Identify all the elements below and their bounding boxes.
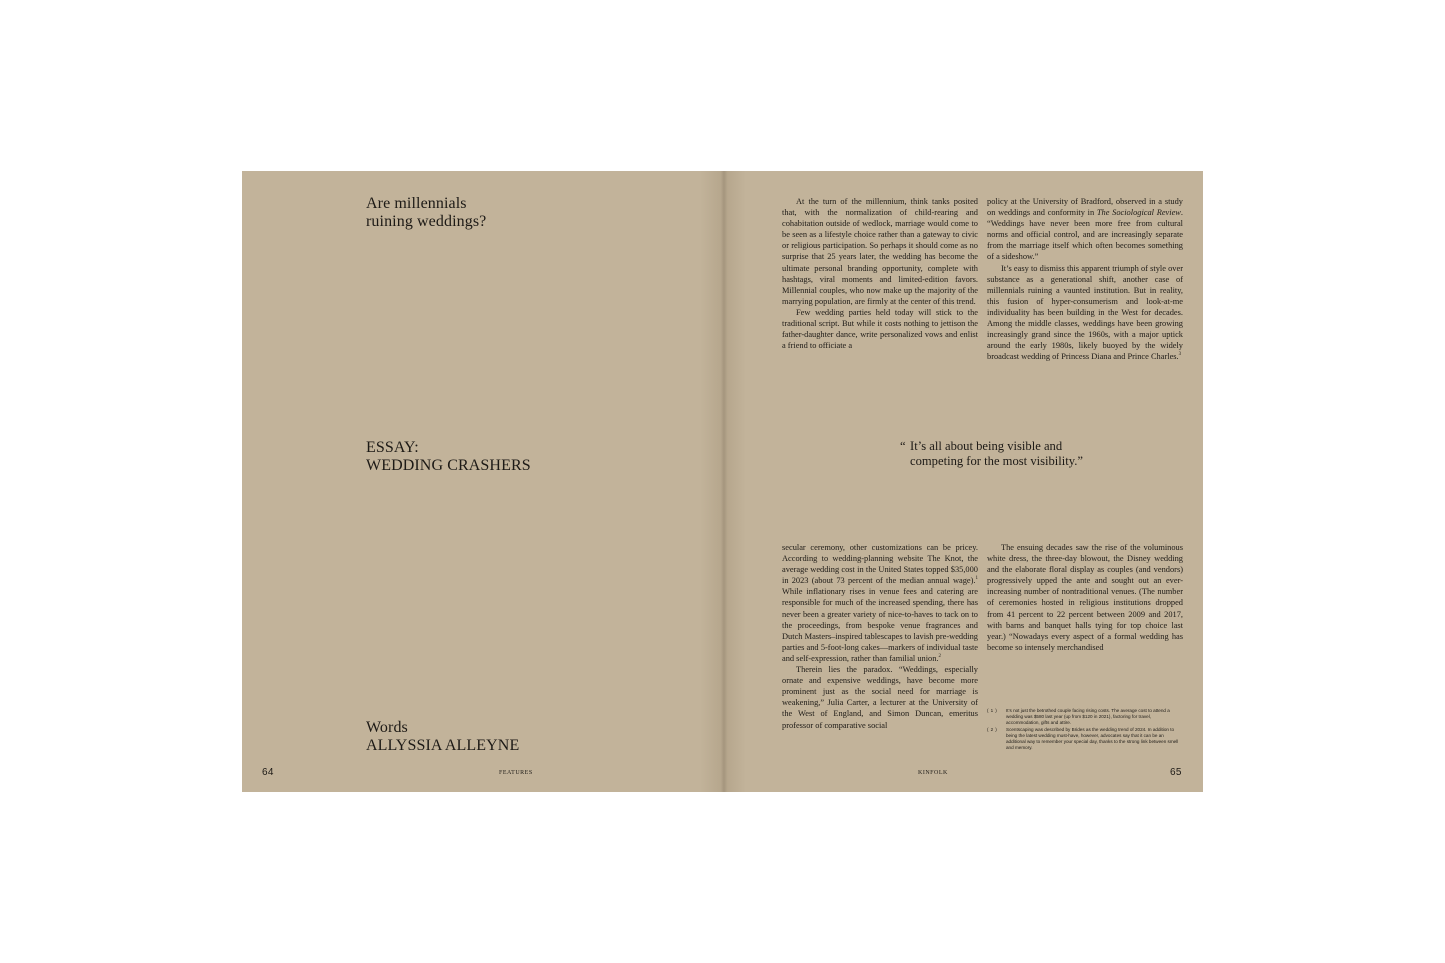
footnote-number: ( 2 ) [987,726,998,732]
left-page [242,171,722,792]
article-title [366,195,486,231]
author-name: ALLYSSIA ALLEYNE [366,737,520,754]
footnote [987,708,1183,727]
body-paragraph: Few wedding parties held today will stick to the traditional script. But while it costs nothing to jettison the father-daughter dance, write personalized vows and enlist a friend to officiate a [782,307,978,351]
journal-title: The Sociological Review [1096,208,1181,218]
running-head-left: FEATURES [499,770,533,776]
footnote-text: Scentscaping was described by Brides as the wedding trend of 2024. In addition to being the latest wedding must-have, however, advocates say that it can be an additional way to remember your special day, thanks to the strong link between smell and memory. [1006,726,1179,751]
pull-quote-line: It’s all about being visible and [910,439,1063,453]
body-paragraph [782,542,978,664]
running-head-right: KINFOLK [918,770,948,776]
body-text: It’s easy to dismiss this apparent triumph of style over substance as a generational shift, another case of millennials ruining a vaunted institution. But in reality, this fusion of hyper-consumerism and look-at-me individuality has been building in the West for decades. Among the middle classes, weddings have been growing increasingly grand since the 1960s, with a major uptick around the early 1980s, likely buoyed by the widely broadcast wedding of Princess Diana and Prince Charles. [987,263,1183,362]
body-paragraph: At the turn of the millennium, think tanks posited that, with the normalization of child-rearing and cohabitation outside of wedlock, marriage would come to be seen as a lifestyle choice rather than a gateway to civic or religious participation. So perhaps it should come as no surprise that 25 years later, the wedding has become the ultimate personal branding opportunity, complete with hashtags, viral moments and limited-edition favors. Millennial couples, who now make up the majority of the marrying population, are firmly at the center of this trend. [782,197,978,306]
author-credit-label: Words [366,719,408,736]
body-column-bottom-left [782,542,978,731]
page-number-right: 65 [1170,767,1182,778]
footnote-number: ( 1 ) [987,708,998,713]
footnote [987,727,1183,752]
section-label-line: WEDDING CRASHERS [366,457,531,474]
body-text: secular ceremony, other customizations can be pricey. According to wedding-planning website The Knot, the average wedding cost in the United States topped $35,000 in 2023 (about 73 percent of the median annual wage). [782,543,978,586]
magazine-spread [242,171,1203,792]
footnote-ref: 2 [938,654,942,660]
body-text: policy at the University of Bradford, observed in a study on weddings and conformity in [987,197,1183,218]
body-paragraph [987,196,1183,263]
body-column-top-right [987,196,1183,362]
article-title-line: Are millennials [366,195,467,212]
footnote-ref: 3 [1178,352,1182,358]
body-text: While inflationary rises in venue fees and catering are responsible for much of the increased spending, there has never been a greater variety of nice-to-haves to tack on to the proceedings, from bespoke venue fragrances and Dutch Masters–inspired tablescapes to lavish pre-wedding parties and 5-foot-long cakes—markers of individual taste and self-expression, rather than familial union. [782,587,978,663]
footnotes [987,708,1183,751]
footnote-text: It’s not just the betrothed couple facing rising costs. The average cost to attend a wedding was $580 last year (up from $120 in 2021), factoring for travel, accommodation, gifts and attire. [1006,708,1170,726]
body-text: . “Weddings have never been more free from cultural norms and official control, and are increasingly separate from the marriage itself which often becomes something of a sideshow.” [987,208,1183,262]
author-credit [366,719,519,755]
section-label [366,439,531,475]
quote-mark: “ [900,439,906,453]
body-paragraph [987,263,1183,363]
body-paragraph: Therein lies the paradox. “Weddings, especially ornate and expensive weddings, have become more prominent just as the social need for marriage is weakening,” Julia Carter, a lecturer at the University of the West of England, and Simon Duncan, emeritus professor of comparative social [782,665,978,730]
pull-quote-line: competing for the most visibility.” [910,453,1084,468]
body-paragraph: The ensuing decades saw the rise of the voluminous white dress, the three-day blowout, the Disney wedding and the elaborate floral display as couples (and vendors) progressively upped the ante and sought out an ever-increasing number of nontraditional venues. (The number of ceremonies hosted in religious institutions dropped from 41 percent to 22 percent between 2009 and 2017, with barns and banquet halls tying for top choice last year.) “Nowadays every aspect of a formal wedding has become so intensely merchandised [987,543,1183,652]
article-title-line: ruining weddings? [366,213,487,230]
footnote-ref: 1 [975,576,978,582]
body-column-top-left [782,196,978,351]
right-page [722,171,1203,792]
body-column-bottom-right [987,542,1183,653]
section-label-line: ESSAY: [366,439,419,456]
pull-quote [900,439,1170,468]
page-number-left: 64 [262,767,274,778]
